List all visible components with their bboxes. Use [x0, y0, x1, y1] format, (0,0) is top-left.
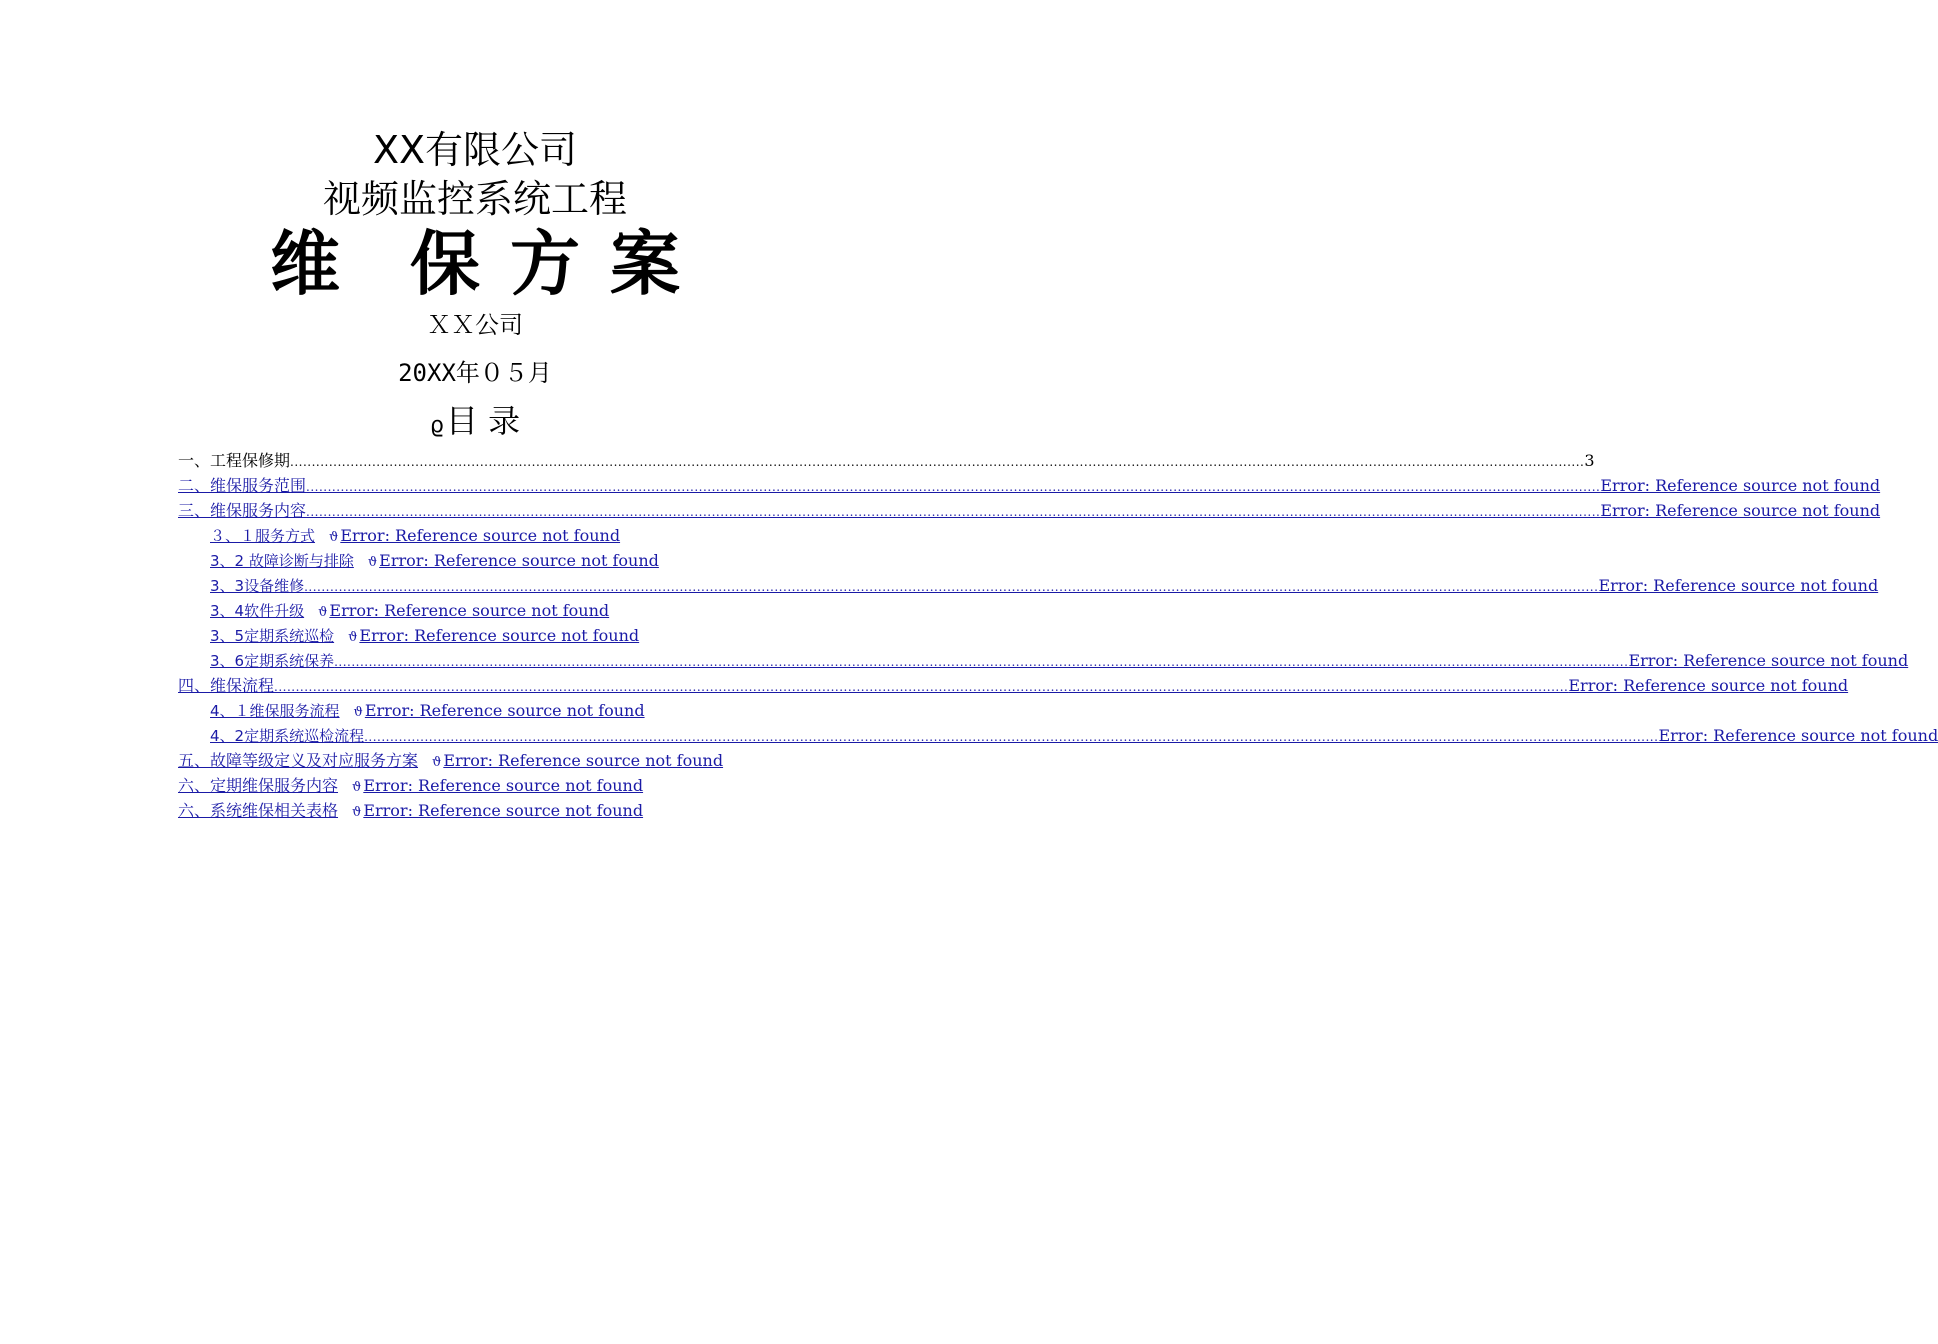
toc-entry-page: Error: Reference source not found — [379, 551, 659, 570]
toc-entry-page: Error: Reference source not found — [443, 751, 724, 770]
document-title-char: 维 — [270, 223, 340, 305]
toc-leader-dots: ............................................................................................................................................................................................................................................................................................................ — [306, 505, 1601, 519]
toc-leader-dots: ............................................................................................................................................................................................................................................................................................................ — [274, 680, 1569, 694]
toc-entry-page: Error: Reference source not found — [340, 526, 621, 545]
toc-leader-dots: ............................................................................................................................................................................................................................................................................................................ — [304, 580, 1599, 594]
toc-entry-label: 六、系统维保相关表格 — [178, 801, 339, 820]
toc-entry-page: Error: Reference source not found — [364, 701, 645, 720]
toc-entry[interactable] — [178, 723, 1938, 748]
toc-entry-page: Error: Reference source not found — [329, 601, 610, 620]
toc-entry-label: 一、工程保修期 — [178, 451, 291, 470]
table-of-contents — [178, 448, 1938, 823]
toc-entry-label: 4、１维保服务流程 — [210, 702, 340, 720]
toc-entry-label: 三、维保服务内容 — [178, 501, 307, 520]
field-marker-icon: ϱ — [429, 413, 444, 438]
issue-date: 20XX年０５月 — [398, 359, 552, 387]
toc-leader-dots: ............................................................................................................................................................................................................................................................................................................ — [334, 655, 1629, 669]
toc-leader-dots: ............................................................................................................................................................................................................................................................................................................ — [290, 455, 1585, 469]
tab-marker-icon: ϑ — [352, 780, 362, 795]
tab-marker-icon: ϑ — [432, 755, 442, 770]
toc-entry-label: 3、2 故障诊断与排除 — [210, 552, 354, 570]
toc-entry-page: Error: Reference source not found — [1600, 501, 1881, 520]
project-title: 视频监控系统工程 — [322, 177, 627, 221]
toc-entry-page: Error: Reference source not found — [1568, 676, 1849, 695]
toc-entry — [178, 448, 1595, 473]
toc-entry[interactable] — [178, 523, 806, 548]
toc-leader-dots: ............................................................................................................................................................................................................................................................................................................ — [306, 480, 1601, 494]
toc-entry-page: Error: Reference source not found — [363, 776, 644, 795]
toc-heading-text: 目 录 — [445, 402, 521, 440]
document-title-char: 方 — [510, 223, 580, 305]
company-title: XX有限公司 — [372, 128, 578, 172]
document-title-char: 保 — [410, 223, 480, 305]
toc-entry-label: 二、维保服务范围 — [178, 476, 307, 495]
toc-entry[interactable] — [178, 498, 1881, 523]
toc-entry[interactable] — [178, 598, 806, 623]
toc-entry-label: 四、维保流程 — [178, 676, 275, 695]
tab-marker-icon: ϑ — [329, 530, 339, 545]
tab-marker-icon: ϑ — [348, 630, 358, 645]
tab-marker-icon: ϑ — [352, 805, 362, 820]
toc-entry-label: 3、5定期系统巡检 — [210, 627, 335, 645]
issuer: ＸＸ公司 — [427, 311, 523, 339]
toc-entry[interactable] — [178, 698, 806, 723]
toc-entry-label: 4、2定期系统巡检流程 — [210, 727, 365, 745]
document-title — [0, 222, 950, 306]
toc-entry-page: Error: Reference source not found — [1658, 726, 1938, 745]
document-title-char: 案 — [610, 223, 680, 305]
toc-entry[interactable] — [178, 798, 806, 823]
toc-entry[interactable] — [178, 773, 806, 798]
toc-entry[interactable] — [178, 623, 806, 648]
toc-leader-dots: ............................................................................................................................................................................................................................................................................................................ — [364, 730, 1659, 744]
toc-entry[interactable] — [178, 648, 1909, 673]
toc-entry-page: Error: Reference source not found — [1598, 576, 1879, 595]
toc-entry[interactable] — [178, 473, 1881, 498]
toc-entry-label: ３、１服务方式 — [210, 527, 316, 545]
toc-entry-page: Error: Reference source not found — [1628, 651, 1909, 670]
tab-marker-icon: ϑ — [353, 705, 363, 720]
toc-entry-label: 3、4软件升级 — [210, 602, 305, 620]
toc-entry-label: 3、6定期系统保养 — [210, 652, 335, 670]
toc-entry-label: 六、定期维保服务内容 — [178, 776, 339, 795]
toc-entry-page: Error: Reference source not found — [363, 801, 644, 820]
toc-heading — [0, 400, 950, 447]
toc-entry-label: 3、3设备维修 — [210, 577, 305, 595]
tab-marker-icon: ϑ — [367, 555, 378, 570]
tab-marker-icon: ϑ — [318, 605, 328, 620]
toc-entry-page: 3 — [1584, 451, 1595, 470]
toc-entry-label: 五、故障等级定义及对应服务方案 — [178, 751, 419, 770]
toc-entry-page: Error: Reference source not found — [1600, 476, 1881, 495]
toc-entry-page: Error: Reference source not found — [359, 626, 640, 645]
toc-entry[interactable] — [178, 673, 1849, 698]
toc-entry[interactable] — [178, 748, 806, 773]
toc-entry[interactable] — [178, 573, 1879, 598]
toc-entry[interactable] — [178, 548, 806, 573]
